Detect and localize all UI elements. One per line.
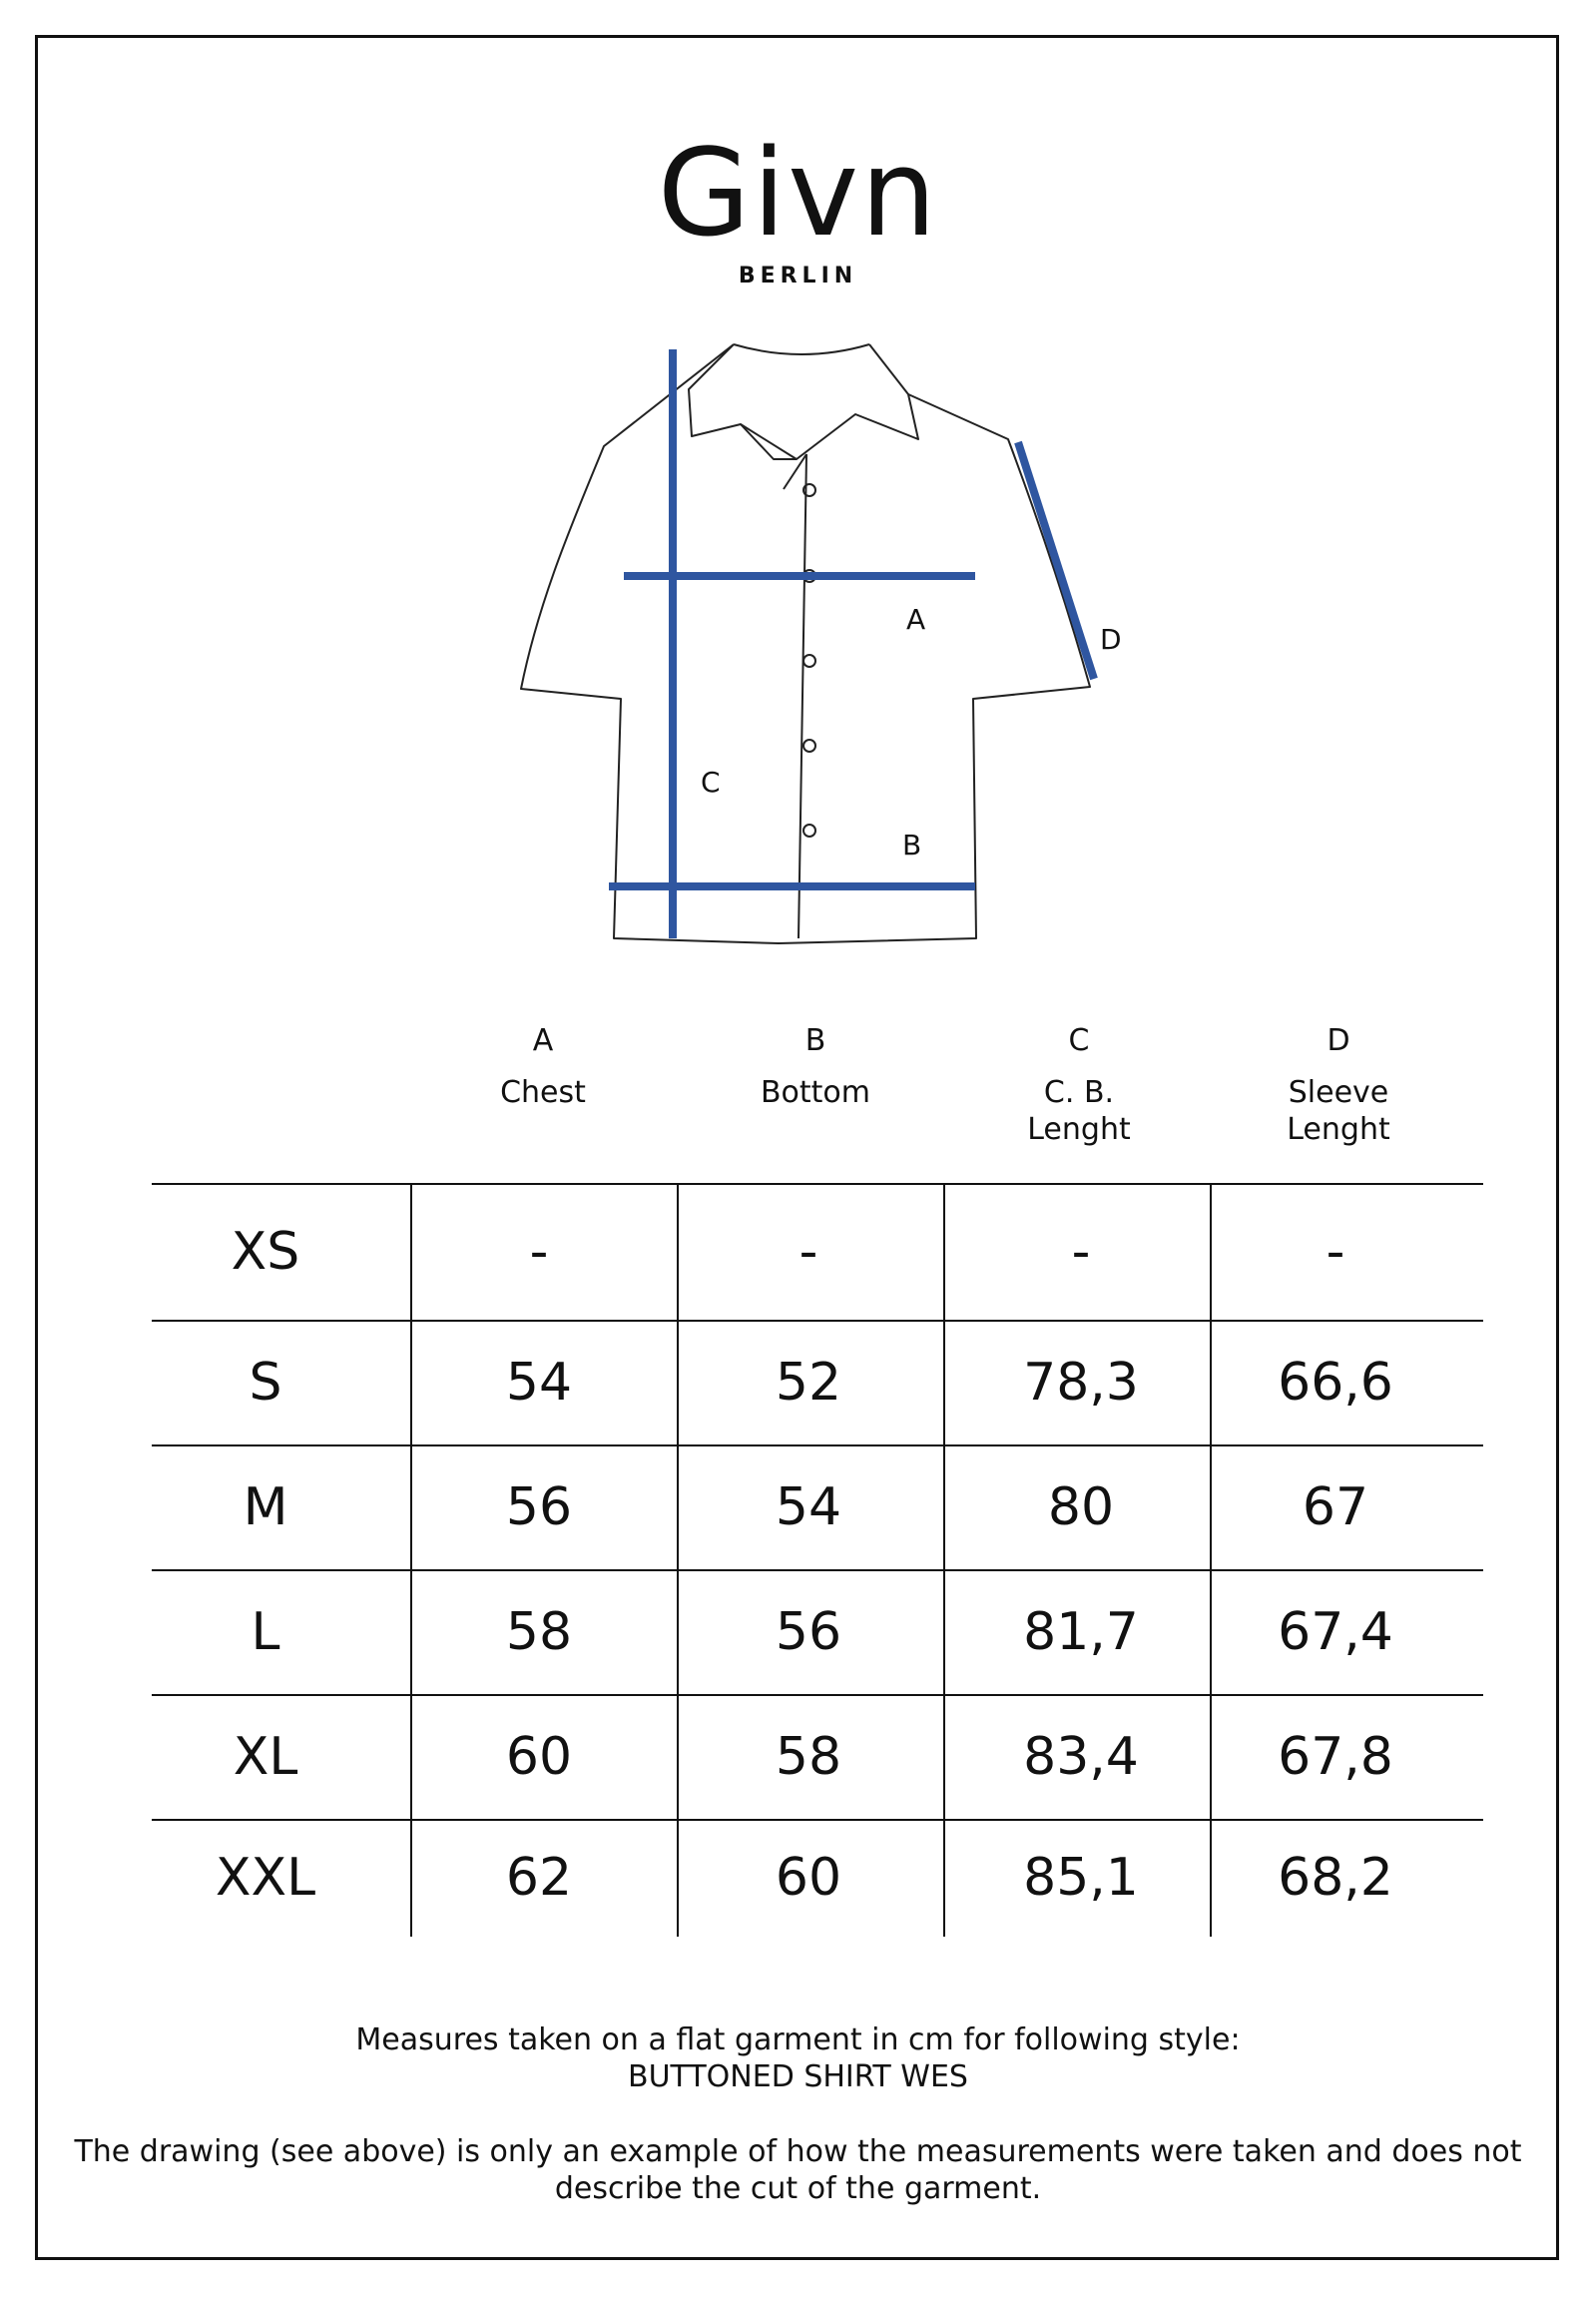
column-letter: A xyxy=(532,1023,554,1058)
table-cell: 67,4 xyxy=(1278,1601,1393,1662)
table-cell: 83,4 xyxy=(1023,1726,1139,1787)
brand-location: BERLIN xyxy=(738,264,858,288)
table-cell: 62 xyxy=(505,1848,573,1908)
measure-line-sleeve xyxy=(1018,442,1094,679)
size-label: L xyxy=(251,1601,280,1662)
table-divider xyxy=(152,1320,1483,1322)
brand-logo: Givn xyxy=(657,125,939,264)
button-icon xyxy=(803,825,815,837)
table-cell: - xyxy=(1326,1221,1345,1282)
size-label: XL xyxy=(233,1726,298,1787)
table-divider xyxy=(152,1569,1483,1571)
measure-note-text: Measures taken on a flat garment in cm for following style: xyxy=(355,2022,1241,2057)
column-name: Lenght xyxy=(1027,1112,1131,1147)
style-name: BUTTONED SHIRT WES xyxy=(628,2059,968,2094)
column-letter: D xyxy=(1327,1023,1350,1058)
table-cell: 60 xyxy=(775,1848,842,1908)
column-name: C. B. xyxy=(1043,1075,1115,1110)
column-letter: C xyxy=(1068,1023,1090,1058)
table-cell: 78,3 xyxy=(1023,1352,1139,1413)
label-c: C xyxy=(701,766,721,799)
table-divider xyxy=(152,1819,1483,1821)
measure-labels xyxy=(701,603,1122,862)
table-column-divider xyxy=(1210,1183,1212,1937)
column-letter: B xyxy=(804,1023,826,1058)
table-cell: 52 xyxy=(775,1352,842,1413)
table-cell: 56 xyxy=(775,1601,842,1662)
column-name: Sleeve xyxy=(1288,1075,1389,1110)
table-cell: 66,6 xyxy=(1278,1352,1393,1413)
column-name: Chest xyxy=(500,1075,586,1110)
measure-note xyxy=(60,2021,1536,2095)
table-divider xyxy=(152,1183,1483,1185)
table-cell: 80 xyxy=(1047,1476,1115,1537)
table-cell: 54 xyxy=(505,1352,573,1413)
shirt-diagram xyxy=(0,0,1596,958)
label-b: B xyxy=(902,829,922,862)
column-name: Bottom xyxy=(760,1075,871,1110)
table-cell: 68,2 xyxy=(1278,1848,1393,1908)
table-column-divider xyxy=(943,1183,945,1937)
table-cell: - xyxy=(529,1221,549,1282)
size-label: XS xyxy=(231,1221,300,1282)
table-cell: - xyxy=(798,1221,818,1282)
table-cell: 54 xyxy=(775,1476,842,1537)
column-name: Lenght xyxy=(1287,1112,1390,1147)
table-column-divider xyxy=(410,1183,412,1937)
measure-lines xyxy=(609,349,1094,938)
table-divider xyxy=(152,1444,1483,1446)
table-cell: 60 xyxy=(505,1726,573,1787)
table-cell: 56 xyxy=(505,1476,573,1537)
table-cell: 81,7 xyxy=(1023,1601,1139,1662)
column-header xyxy=(1219,1022,1458,1148)
column-header xyxy=(959,1022,1199,1148)
size-label: M xyxy=(243,1476,288,1537)
size-label: S xyxy=(249,1352,282,1413)
disclaimer: The drawing (see above) is only an example of how the measurements were taken and does not describe the cut of the garment. xyxy=(74,2134,1522,2206)
label-d: D xyxy=(1100,623,1122,656)
table-cell: 58 xyxy=(775,1726,842,1787)
table-cell: 58 xyxy=(505,1601,573,1662)
button-icon xyxy=(803,740,815,752)
table-column-divider xyxy=(677,1183,679,1937)
table-divider xyxy=(152,1694,1483,1696)
table-cell: 67,8 xyxy=(1278,1726,1393,1787)
table-cell: 85,1 xyxy=(1023,1848,1139,1908)
button-icon xyxy=(803,655,815,667)
size-label: XXL xyxy=(215,1848,316,1908)
column-header xyxy=(423,1022,663,1111)
column-header xyxy=(696,1022,935,1111)
shirt-outline xyxy=(521,344,1090,943)
label-a: A xyxy=(906,603,926,636)
table-cell: - xyxy=(1071,1221,1091,1282)
table-cell: 67 xyxy=(1302,1476,1369,1537)
